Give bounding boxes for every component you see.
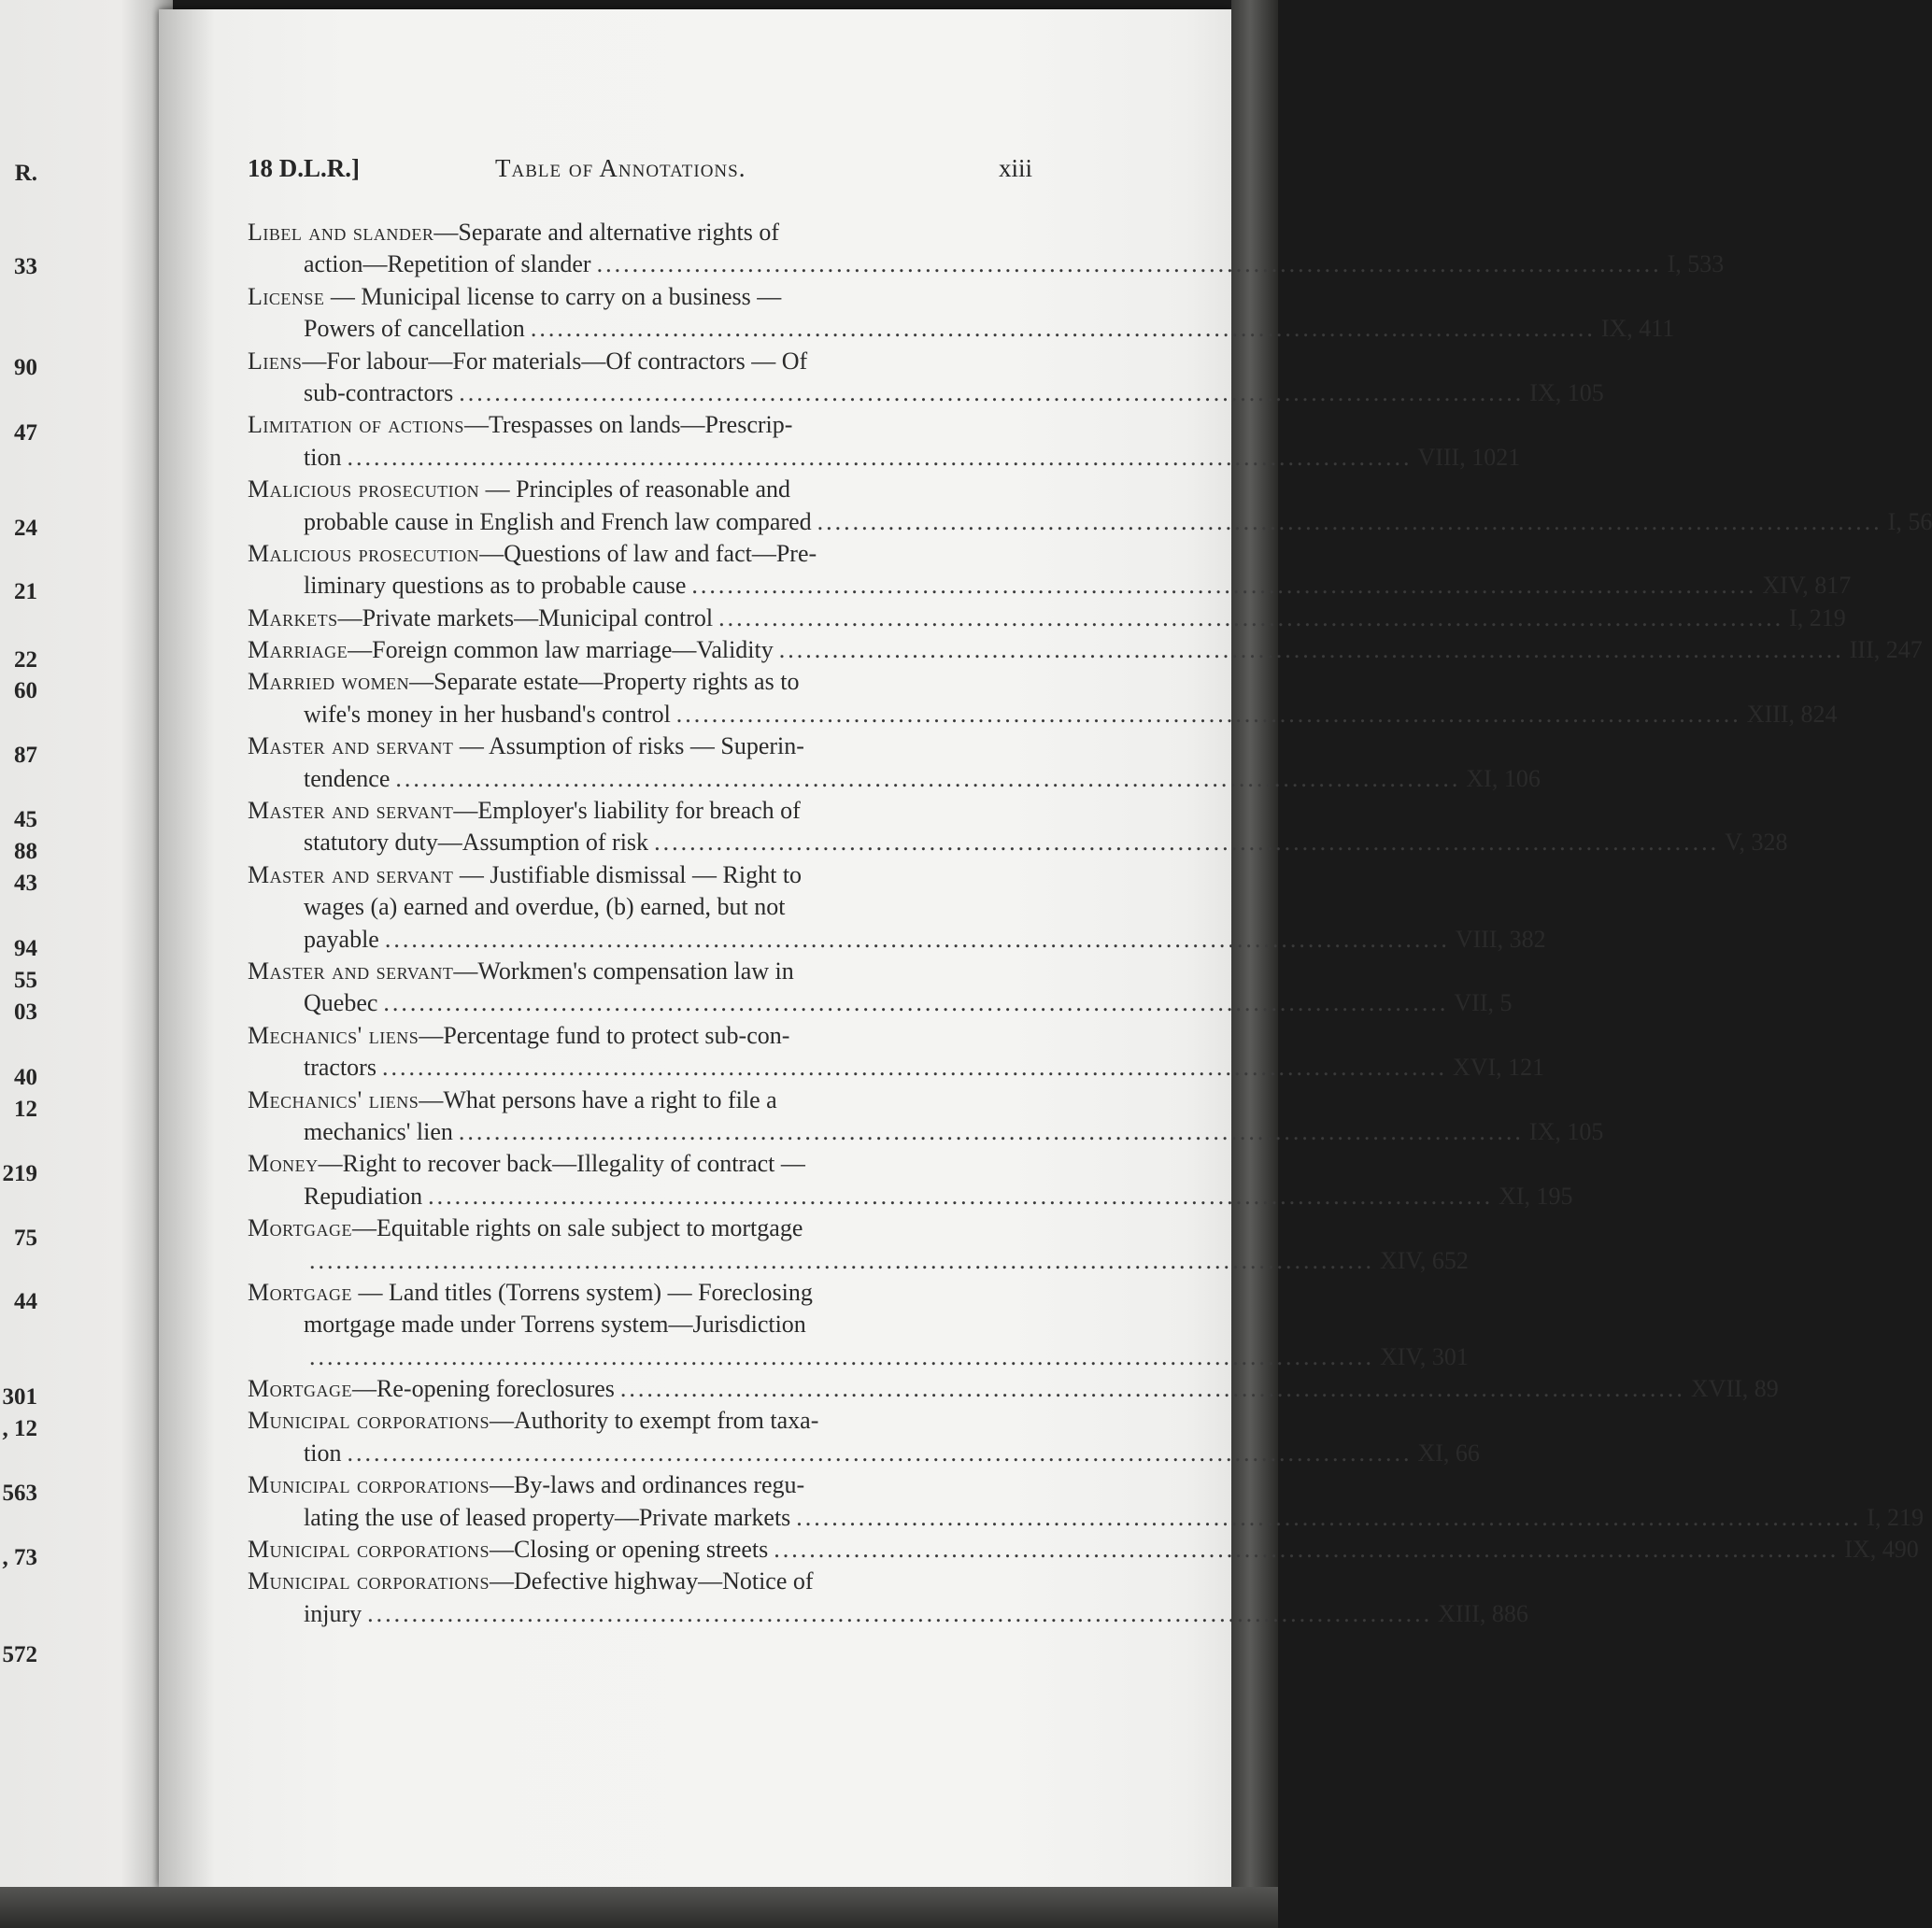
entry-line	[248, 956, 1042, 987]
entry-text	[248, 475, 790, 503]
dot-leader: ........................................................................................................................	[383, 989, 1449, 1017]
entry-description: mechanics' lien	[304, 1117, 453, 1145]
dot-leader: ........................................................................................................................	[596, 250, 1662, 278]
entry-line	[248, 859, 1042, 891]
left-page-fragment: 33	[14, 254, 37, 279]
volume-page-reference: XIV, 301	[1380, 1342, 1469, 1370]
dot-leader: ........................................................................................................................	[458, 1117, 1524, 1145]
volume-page-reference: XIII, 886	[1438, 1599, 1528, 1627]
dot-leader: ........................................................................................................................	[347, 1439, 1413, 1467]
entry-heading: Mortgage	[248, 1375, 353, 1403]
entry-text	[304, 1052, 376, 1084]
annotation-entry	[248, 409, 1521, 474]
annotation-entry	[248, 666, 1838, 730]
entry-description: tion	[304, 1439, 342, 1467]
entry-text	[304, 1116, 453, 1148]
entry-text	[248, 1407, 818, 1434]
entry-description: probable cause in English and French law compared	[304, 507, 812, 535]
entry-description: wife's money in her husband's control	[304, 700, 671, 728]
entry-heading: Mechanics' liens	[248, 1085, 419, 1113]
dot-leader: ........................................................................................................................	[309, 1342, 1374, 1370]
entry-description: —Trespasses on lands—Prescrip-	[463, 411, 793, 439]
entry-text	[304, 570, 686, 602]
entry-heading: Master and servant	[248, 732, 454, 760]
dot-leader: ........................................................................................................................	[774, 1536, 1840, 1564]
book-spine-edge	[1231, 0, 1278, 1928]
annotation-entry	[248, 859, 1546, 956]
entry-line	[248, 570, 1852, 602]
volume-page-reference: VIII, 1021	[1417, 443, 1521, 471]
left-page-fragment: 60	[14, 678, 37, 703]
entry-heading: Municipal corporations	[248, 1567, 490, 1595]
entry-description: —Re-opening foreclosures	[352, 1375, 615, 1403]
dot-leader: ........................................................................................................................	[654, 829, 1720, 857]
entry-line	[248, 891, 1042, 923]
dot-leader: ........................................................................................................................	[718, 603, 1784, 631]
entry-description: sub-contractors	[304, 378, 454, 406]
entry-heading: Married women	[248, 668, 410, 696]
entry-text	[304, 827, 648, 858]
entry-description: —Employer's liability for breach of	[453, 797, 801, 825]
dot-leader: ........................................................................................................................	[347, 443, 1413, 471]
entry-text	[304, 442, 341, 474]
left-page-fragment: 572	[2, 1642, 37, 1667]
left-page-fragment: 87	[14, 743, 37, 768]
entry-description: tendence	[304, 764, 391, 792]
volume-page-reference: III, 247	[1849, 636, 1923, 664]
entry-line	[248, 442, 1521, 474]
page-title: Table of Annotations.	[495, 154, 746, 182]
entry-line	[248, 1469, 1042, 1501]
entry-line	[248, 346, 1042, 377]
entry-text	[248, 957, 794, 985]
left-page-fragment: 90	[14, 355, 37, 380]
volume-page-reference: V, 328	[1725, 829, 1788, 857]
annotation-entry	[248, 1020, 1545, 1084]
entry-line	[248, 1212, 1042, 1244]
entry-heading: Malicious prosecution	[248, 475, 480, 503]
entry-text	[248, 283, 781, 310]
entry-heading: Mortgage	[248, 1214, 353, 1242]
entry-line	[248, 1373, 1779, 1405]
annotation-entry	[248, 602, 1846, 634]
dot-leader: ........................................................................................................................	[428, 1182, 1494, 1210]
entry-line	[248, 409, 1042, 441]
entry-description: wages (a) earned and overdue, (b) earned, but not	[304, 893, 786, 921]
entry-text	[304, 1311, 806, 1338]
dot-leader: ........................................................................................................................	[796, 1503, 1862, 1531]
volume-page-reference: XIII, 824	[1746, 700, 1838, 728]
entry-text	[304, 1502, 790, 1534]
entry-description: Quebec	[304, 989, 378, 1017]
volume-page-reference: XI, 195	[1499, 1182, 1573, 1210]
entry-heading: Master and servant	[248, 860, 454, 888]
entry-text	[248, 1214, 803, 1241]
annotation-entry	[248, 1566, 1528, 1630]
entry-heading: Master and servant	[248, 797, 454, 825]
annotation-entry	[248, 1534, 1919, 1566]
entry-text	[304, 893, 785, 920]
entry-description: Powers of cancellation	[304, 315, 525, 343]
volume-page-reference: IX, 105	[1528, 1117, 1604, 1145]
dot-leader: ........................................................................................................................	[691, 572, 1757, 600]
left-page-fragment: 40	[14, 1065, 37, 1090]
dot-leader: ........................................................................................................................	[381, 1054, 1447, 1082]
annotation-entry	[248, 474, 1932, 538]
entry-text	[248, 411, 792, 438]
entry-description: —Defective highway—Notice of	[490, 1567, 814, 1595]
entry-text	[304, 313, 525, 345]
entry-line	[248, 730, 1042, 762]
entry-description: Repudiation	[304, 1182, 423, 1210]
entry-line	[248, 795, 1042, 827]
entry-description: — Land titles (Torrens system) — Foreclosing	[352, 1278, 813, 1306]
annotation-list	[248, 217, 1932, 1630]
entry-text	[304, 248, 591, 280]
entry-line	[248, 1084, 1042, 1116]
left-page-fragment: 301	[2, 1384, 37, 1410]
entry-description: mortgage made under Torrens system—Jurisdiction	[304, 1311, 806, 1339]
entry-text	[248, 1086, 777, 1113]
entry-description: — Justifiable dismissal — Right to	[453, 860, 803, 888]
entry-line	[248, 699, 1838, 730]
entry-description: — Assumption of risks — Superin-	[453, 732, 804, 760]
entry-text	[248, 1373, 615, 1405]
entry-text	[304, 1438, 341, 1469]
entry-line	[248, 1502, 1924, 1534]
entry-text	[304, 506, 812, 538]
entry-line	[248, 1598, 1528, 1630]
entry-line	[248, 1277, 1042, 1309]
entry-line	[248, 1020, 1042, 1052]
left-page-fragment: 55	[14, 968, 37, 993]
dot-leader: ........................................................................................................................	[384, 925, 1450, 953]
dot-leader: ........................................................................................................................	[459, 378, 1525, 406]
entry-description: —Percentage fund to protect sub-con-	[419, 1021, 790, 1049]
entry-heading: Master and servant	[248, 957, 454, 985]
entry-description: —What persons have a right to file a	[419, 1085, 777, 1113]
annotation-entry	[248, 1084, 1604, 1149]
entry-line	[248, 474, 1042, 505]
entry-text	[248, 219, 779, 246]
volume-page-reference: XIV, 652	[1380, 1246, 1469, 1274]
entry-text	[248, 540, 817, 567]
entry-description: — Principles of reasonable and	[479, 475, 790, 503]
entry-description: —Separate estate—Property rights as to	[409, 668, 800, 696]
dot-leader: ........................................................................................................................	[817, 507, 1882, 535]
entry-line	[248, 1405, 1042, 1437]
volume-page-reference: I, 533	[1667, 250, 1725, 278]
volume-page-reference: VII, 5	[1454, 989, 1513, 1017]
entry-heading: Municipal corporations	[248, 1471, 490, 1499]
dot-leader: ........................................................................................................................	[530, 315, 1596, 343]
entry-line	[248, 827, 1788, 858]
dot-leader: ........................................................................................................................	[619, 1375, 1685, 1403]
entry-text	[248, 1567, 814, 1595]
volume-page-reference: IX, 411	[1600, 315, 1675, 343]
volume-page-reference: XIV, 817	[1762, 572, 1852, 600]
annotation-entry	[248, 1212, 1469, 1277]
entry-line	[248, 666, 1042, 698]
entry-description: —Authority to exempt from taxa-	[490, 1407, 819, 1435]
left-page-fragment: 21	[14, 579, 37, 604]
entry-line	[248, 1181, 1573, 1212]
annotation-entry	[248, 1469, 1924, 1534]
entry-heading: Limitation of actions	[248, 411, 464, 439]
entry-description: —By-laws and ordinances regu-	[490, 1471, 805, 1499]
entry-description: —Private markets—Municipal control	[337, 603, 714, 631]
entry-line	[248, 1052, 1545, 1084]
entry-line	[248, 1116, 1604, 1148]
entry-text	[248, 1534, 768, 1566]
entry-line	[248, 217, 1042, 248]
entry-description: —Equitable rights on sale subject to mortgage	[352, 1214, 803, 1242]
left-page-fragment: 88	[14, 839, 37, 864]
left-page-fragment: 45	[14, 807, 37, 832]
entry-line	[248, 987, 1513, 1019]
entry-line	[248, 248, 1725, 280]
annotation-entry	[248, 1148, 1573, 1212]
left-page-fragment: , 73	[2, 1545, 37, 1570]
annotation-entry	[248, 795, 1788, 859]
entry-text	[248, 347, 807, 375]
entry-line	[248, 313, 1675, 345]
volume-page-reference: I, 219	[1867, 1503, 1924, 1531]
dot-leader: ........................................................................................................................	[778, 636, 1844, 664]
left-page-fragment: 94	[14, 936, 37, 961]
entry-description: tractors	[304, 1054, 376, 1082]
entry-description: lating the use of leased property—Private markets	[304, 1503, 791, 1531]
entry-description: injury	[304, 1599, 362, 1627]
entry-text	[304, 699, 671, 730]
entry-line	[248, 634, 1923, 666]
entry-text	[304, 763, 390, 795]
entry-text	[248, 1471, 804, 1498]
entry-line	[248, 1534, 1919, 1566]
entry-description: —Closing or opening streets	[490, 1536, 769, 1564]
entry-heading: Marriage	[248, 636, 348, 664]
entry-description: —For labour—For materials—Of contractors — Of	[302, 347, 808, 375]
left-page-fragment: R.	[14, 161, 37, 186]
entry-heading: Malicious prosecution	[248, 539, 480, 567]
entry-description: —Separate and alternative rights of	[433, 219, 780, 246]
dot-leader: ........................................................................................................................	[395, 764, 1461, 792]
entry-description: —Workmen's compensation law in	[453, 957, 794, 985]
left-page-fragment: 563	[2, 1481, 37, 1506]
entry-heading: License	[248, 282, 325, 310]
annotation-entry	[248, 956, 1513, 1020]
entry-text	[304, 987, 377, 1019]
entry-heading: Liens	[248, 347, 303, 375]
volume-page-reference: VIII, 382	[1455, 925, 1546, 953]
annotation-entry	[248, 730, 1541, 795]
entry-line	[248, 1341, 1469, 1373]
entry-heading: Libel and slander	[248, 219, 434, 246]
volume-reference: 18 D.L.R.]	[248, 154, 360, 182]
volume-page-reference: IX, 105	[1529, 378, 1604, 406]
entry-text	[248, 1022, 789, 1049]
entry-line	[248, 1309, 1042, 1340]
entry-heading: Mortgage	[248, 1278, 353, 1306]
entry-text	[304, 1181, 422, 1212]
annotation-entry	[248, 538, 1852, 602]
entry-line	[248, 1438, 1480, 1469]
left-page-fragment: 43	[14, 871, 37, 896]
entry-description: statutory duty—Assumption of risk	[304, 829, 649, 857]
entry-description: —Right to recover back—Illegality of contract —	[318, 1150, 805, 1178]
entry-text	[248, 732, 804, 759]
annotation-entry	[248, 1373, 1779, 1405]
entry-line	[248, 538, 1042, 570]
left-page-fragment: 75	[14, 1226, 37, 1251]
left-page-fragment: , 12	[2, 1416, 37, 1441]
entry-description: —Questions of law and fact—Pre-	[479, 539, 817, 567]
dot-leader: ........................................................................................................................	[367, 1599, 1433, 1627]
annotation-entry	[248, 1405, 1480, 1469]
entry-line	[248, 1245, 1469, 1277]
entry-line	[248, 924, 1546, 956]
entry-heading: Money	[248, 1150, 319, 1178]
annotation-entry	[248, 217, 1725, 281]
annotation-entry	[248, 634, 1923, 666]
volume-page-reference: I, 219	[1789, 603, 1846, 631]
entry-text	[248, 1150, 805, 1177]
entry-text	[248, 634, 774, 666]
entry-text	[248, 1279, 813, 1306]
volume-page-reference: I, 56	[1887, 507, 1932, 535]
dot-leader: ........................................................................................................................	[675, 700, 1741, 728]
left-page-fragment: 47	[14, 420, 37, 446]
entry-line	[248, 377, 1604, 409]
entry-description: —Foreign common law marriage—Validity	[348, 636, 774, 664]
entry-heading: Municipal corporations	[248, 1536, 490, 1564]
annotation-entry	[248, 346, 1604, 410]
entry-text	[248, 861, 802, 888]
entry-line	[248, 1148, 1042, 1180]
entry-line	[248, 1566, 1042, 1597]
left-page-fragment: 22	[14, 647, 37, 673]
volume-page-reference: IX, 490	[1844, 1536, 1919, 1564]
dot-leader: ........................................................................................................................	[309, 1246, 1374, 1274]
entry-description: liminary questions as to probable cause	[304, 572, 687, 600]
entry-heading: Mechanics' liens	[248, 1021, 419, 1049]
entry-line	[248, 602, 1846, 634]
entry-description: tion	[304, 443, 342, 471]
volume-page-reference: XI, 66	[1417, 1439, 1480, 1467]
book-bottom-edge	[0, 1887, 1278, 1928]
entry-text	[248, 602, 713, 634]
entry-text	[304, 1598, 362, 1630]
left-page-strip	[0, 0, 173, 1928]
running-header	[248, 154, 1032, 191]
annotation-entry	[248, 1277, 1469, 1373]
entry-text	[304, 924, 379, 956]
page-number: xiii	[998, 154, 1032, 182]
entry-line	[248, 281, 1042, 313]
entry-description: action—Repetition of slander	[304, 250, 591, 278]
entry-line	[248, 763, 1541, 795]
entry-text	[248, 668, 799, 695]
entry-text	[304, 377, 453, 409]
entry-description: payable	[304, 925, 379, 953]
left-page-fragment: 12	[14, 1097, 37, 1122]
left-page-fragment: 219	[2, 1161, 37, 1186]
left-page-fragment: 44	[14, 1289, 37, 1314]
volume-page-reference: XVII, 89	[1690, 1375, 1779, 1403]
entry-description: — Municipal license to carry on a business —	[324, 282, 782, 310]
left-page-fragment: 24	[14, 516, 37, 541]
volume-page-reference: XVI, 121	[1452, 1054, 1545, 1082]
volume-page-reference: XI, 106	[1466, 764, 1541, 792]
entry-heading: Markets	[248, 603, 338, 631]
entry-heading: Municipal corporations	[248, 1407, 490, 1435]
entry-line	[248, 506, 1932, 538]
left-page-fragment: 03	[14, 999, 37, 1025]
annotation-entry	[248, 281, 1675, 346]
entry-text	[248, 797, 801, 824]
